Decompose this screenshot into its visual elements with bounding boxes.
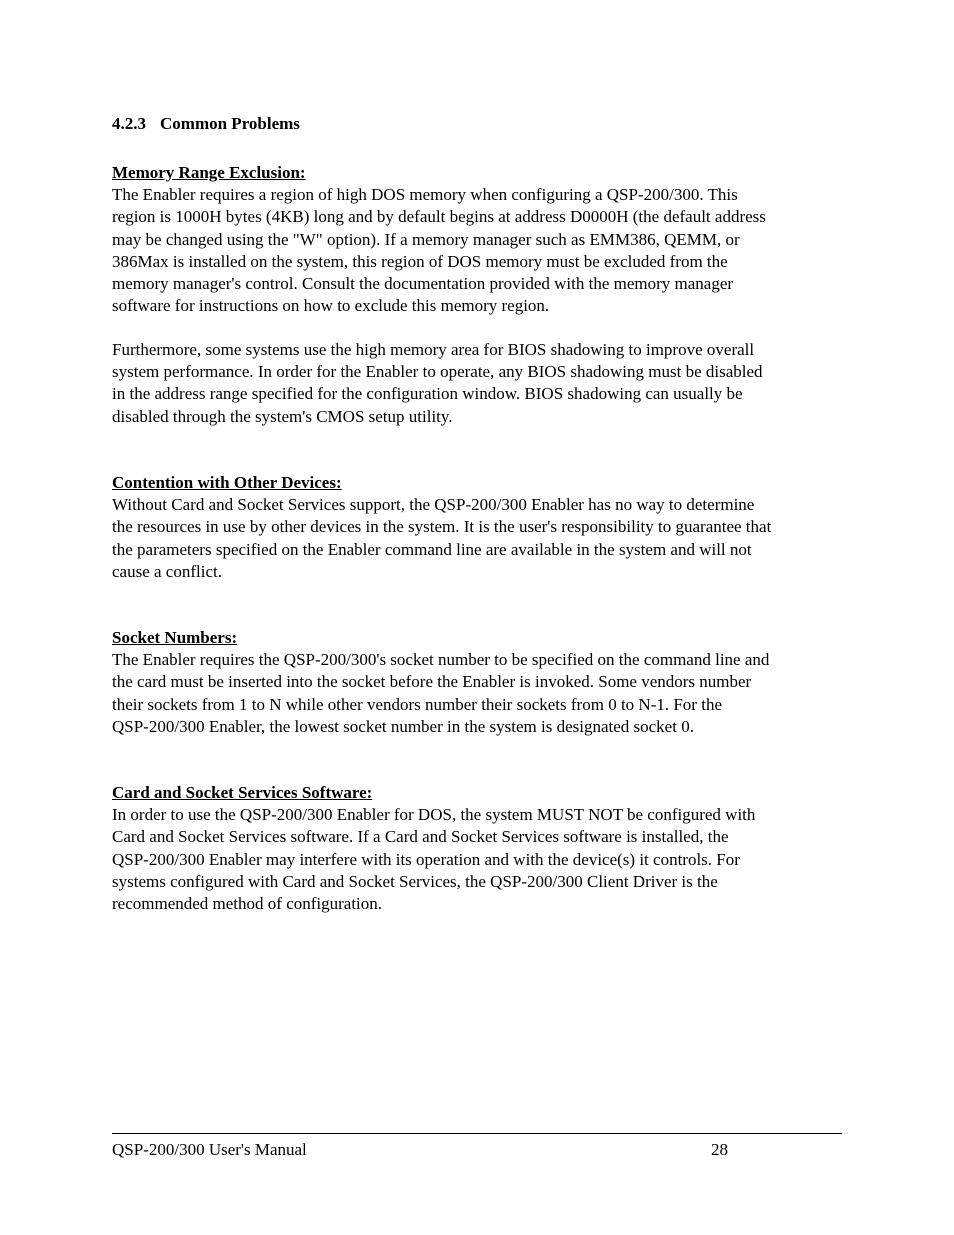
socket-numbers-title: Socket Numbers: (112, 628, 238, 647)
card-socket-services-section (112, 782, 842, 915)
paragraph-line: Card and Socket Services software. If a Card and Socket Services software is installed, the (112, 827, 729, 847)
paragraph-line: recommended method of configuration. (112, 894, 383, 914)
footer-manual-title: QSP-200/300 User's Manual (112, 1140, 307, 1159)
paragraph-line: systems configured with Card and Socket Services, the QSP-200/300 Client Driver is the (112, 871, 718, 891)
paragraph-line: may be changed using the "W" option). If a memory manager such as EMM386, QEMM, or (112, 229, 740, 249)
footer-divider (112, 1133, 842, 1134)
paragraph-line: QSP-200/300 Enabler, the lowest socket number in the system is designated socket 0. (112, 716, 694, 736)
paragraph-line: The Enabler requires a region of high DOS memory when configuring a QSP-200/300. This (112, 185, 738, 205)
paragraph-line: Furthermore, some systems use the high memory area for BIOS shadowing to improve overall (112, 340, 755, 359)
paragraph-line: In order to use the QSP-200/300 Enabler for DOS, the system MUST NOT be configured with (112, 805, 756, 825)
paragraph-line: the resources in use by other devices in the system. It is the user's responsibility to guarantee that (112, 517, 772, 537)
paragraph-line: the parameters specified on the Enabler command line are available in the system and will not (112, 539, 752, 559)
paragraph-line: 386Max is installed on the system, this region of DOS memory must be excluded from the (112, 251, 728, 271)
socket-numbers-section (112, 627, 842, 738)
bios-shadowing-paragraph (112, 339, 842, 428)
paragraph-line: region is 1000H bytes (4KB) long and by default begins at address D0000H (the default address (112, 207, 766, 227)
memory-range-section (112, 162, 842, 317)
contention-section (112, 472, 842, 583)
footer-page-number: 28 (711, 1140, 728, 1159)
card-socket-services-title: Card and Socket Services Software: (112, 783, 373, 802)
paragraph-line: The Enabler requires the QSP-200/300's socket number to be specified on the command line and (112, 650, 770, 670)
paragraph-line: the card must be inserted into the socket before the Enabler is invoked. Some vendors number (112, 672, 752, 692)
section-number: 4.2.3 (112, 114, 146, 133)
paragraph-line: memory manager's control. Consult the documentation provided with the memory manager (112, 274, 734, 294)
paragraph-line: in the address range specified for the configuration window. BIOS shadowing can usually be (112, 384, 743, 404)
paragraph-line: system performance. In order for the Enabler to operate, any BIOS shadowing must be disabled (112, 362, 763, 382)
contention-title: Contention with Other Devices: (112, 473, 342, 492)
paragraph-line: software for instructions on how to exclude this memory region. (112, 296, 550, 316)
memory-range-title: Memory Range Exclusion: (112, 163, 306, 182)
section-heading (112, 114, 300, 134)
paragraph-line: Without Card and Socket Services support, the QSP-200/300 Enabler has no way to determine (112, 495, 755, 515)
paragraph-line: cause a conflict. (112, 561, 222, 581)
section-title: Common Problems (160, 114, 300, 133)
paragraph-line: disabled through the system's CMOS setup utility. (112, 406, 453, 426)
paragraph-line: their sockets from 1 to N while other vendors number their sockets from 0 to N-1. For the (112, 694, 722, 714)
paragraph-line: QSP-200/300 Enabler may interfere with its operation and with the device(s) it controls. For (112, 849, 740, 869)
